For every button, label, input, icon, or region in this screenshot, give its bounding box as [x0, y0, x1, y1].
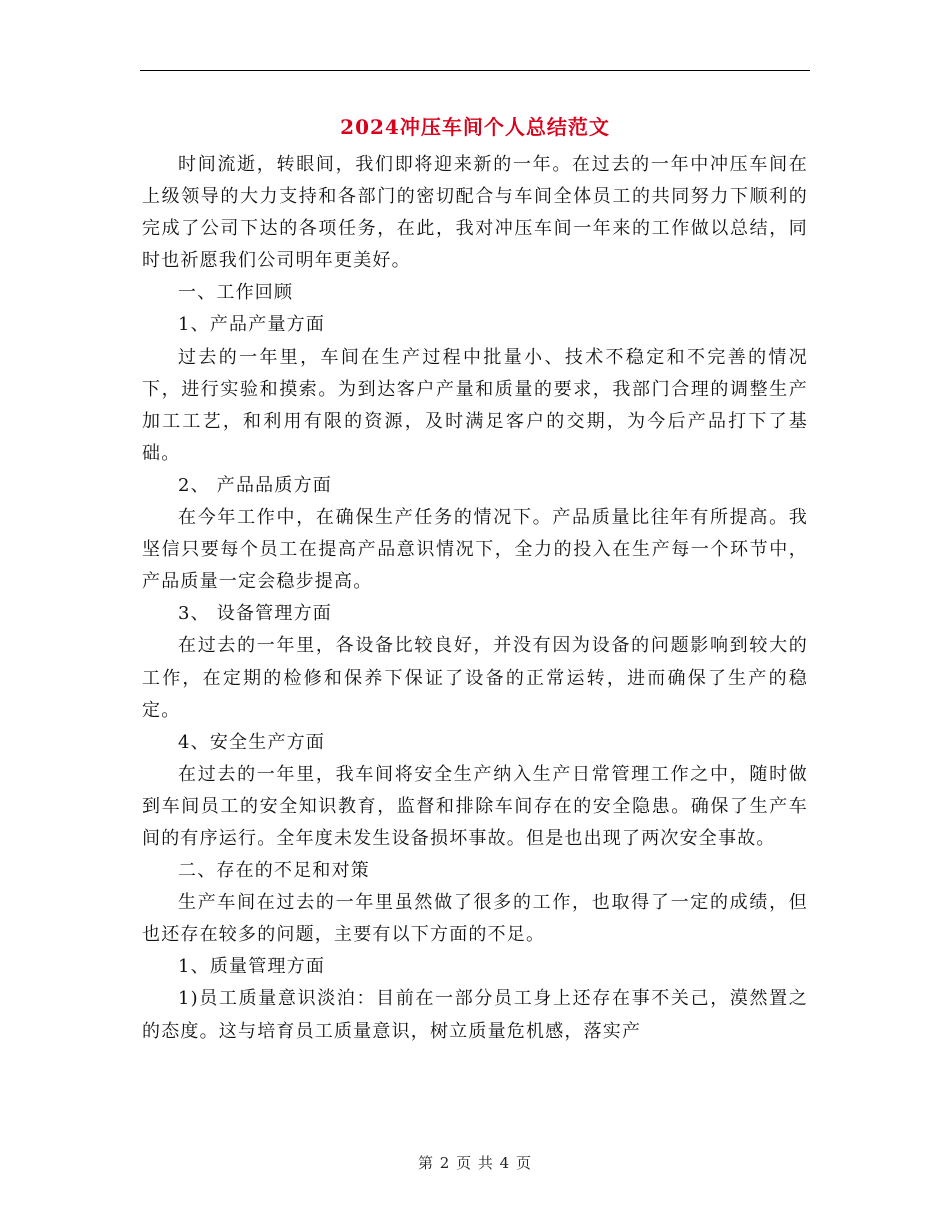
paragraph-equipment: 在过去的一年里，各设备比较良好，并没有因为设备的问题影响到较大的工作，在定期的检修和保养下保证了设备的正常运转，进而确保了生产的稳定。 [142, 635, 808, 721]
subheading-safety: 4、安全生产方面 [178, 731, 326, 753]
paragraph-intro: 时间流逝，转眼间，我们即将迎来新的一年。在过去的一年中冲压车间在上级领导的大力支持和各部门的密切配合与车间全体员工的共同努力下顺利的完成了公司下达的各项任务，在此，我对冲压车间一年来的工作做以总结，同时也祈愿我们公司明年更美好。 [142, 154, 808, 272]
subheading-output: 1、产品产量方面 [178, 314, 326, 336]
document-body [142, 149, 808, 1048]
paragraph-output: 过去的一年里，车间在生产过程中批量小、技术不稳定和不完善的情况下，进行实验和摸索。为到达客户产量和质量的要求，我部门合理的调整生产加工工艺，和利用有限的资源，及时满足客户的交期，为今后产品打下了基础。 [142, 346, 808, 464]
paragraph-safety: 在过去的一年里，我车间将安全生产纳入生产日常管理工作之中，随时做到车间员工的安全知识教育，监督和排除车间存在的安全隐患。确保了生产车间的有序运行。全年度未发生设备损坏事故。但是也出现了两次安全事故。 [142, 763, 808, 849]
subheading-quality: 2、 产品品质方面 [178, 474, 332, 496]
page-number: 第 2 页 共 4 页 [418, 1154, 532, 1172]
subheading-equipment: 3、 设备管理方面 [178, 603, 332, 625]
section-heading-review: 一、工作回顾 [178, 282, 294, 304]
paragraph-quality-awareness: 1)员工质量意识淡泊：目前在一部分员工身上还存在事不关己，漠然置之的态度。这与培育员工质量意识，树立质量危机感，落实产 [142, 988, 808, 1042]
section-heading-shortcomings: 二、存在的不足和对策 [178, 860, 370, 882]
document-title: 2024冲压车间个人总结范文 [340, 115, 610, 139]
paragraph-quality: 在今年工作中，在确保生产任务的情况下。产品质量比往年有所提高。我坚信只要每个员工在提高产品意识情况下，全力的投入在生产每一个环节中，产品质量一定会稳步提高。 [142, 507, 808, 593]
header-rule [140, 70, 810, 71]
paragraph-shortcomings: 生产车间在过去的一年里虽然做了很多的工作，也取得了一定的成绩，但也还存在较多的问题，主要有以下方面的不足。 [142, 892, 808, 946]
subheading-quality-management: 1、质量管理方面 [178, 956, 326, 978]
